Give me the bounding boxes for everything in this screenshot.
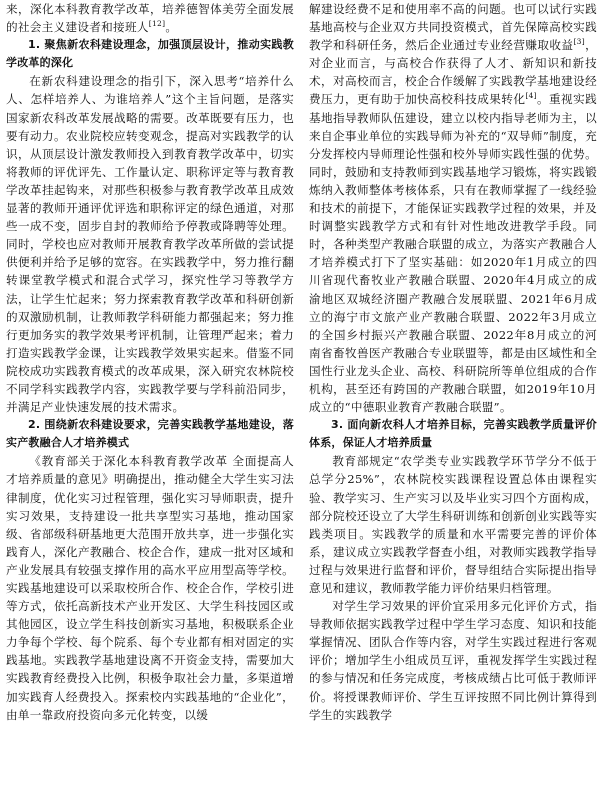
- text: 。: [165, 20, 178, 35]
- right-paragraph-2: 对学生学习效果的评价宜采用多元化评价方式，指导教师依据实践教学过程中学生学习态度、知识和技能掌握情况、团队合作等内容，对学生实践过程进行客观评价；增加学生小组成员互评，重视发挥学生实践过程的参与情况和任务完成度，考核成绩占比可低于教师评价。将授课教师评价、学生互评按照不同比例计算得到学生的实践教学: [309, 599, 597, 722]
- left-column: [6, 0, 294, 724]
- right-column: [309, 0, 597, 724]
- left-paragraph-2: 《教育部关于深化本科教育教学改革 全面提高人才培养质量的意见》明确提出，推动健全大学生实习法律制度，优化实习过程管理，强化实习导师职责，提升实习效果，支持建设一批共享型实习基地，推动国家级、省部级科研基地更大范围开放共享，进一步强化实践育人，深化产教融合、校企合作，建成一批对区域和产业发展具有较强支撑作用的高水平应用型高等学校。实践基地建设可以采取校所合作、校企合作，学校引进等方式，依托高新技术产业开发区、大学生科技园区或其他园区，设立学生科技创新实习基地，积极联系企业力争每个学校、每个院系、每个专业都有相对固定的实践基地。实践教学基地建设离不开资金支持，需要加大实践教育经费投入比例，积极争取社会力量，多渠道增加实践育人经费投入。探索校内实践基地的“企业化”，由单一靠政府投资向多元化转变，以缓: [6, 454, 294, 722]
- text: 来，深化本科教育教学改革，培养德智体美劳全面发展的社会主义建设者和接班人: [6, 2, 294, 35]
- section-heading-2: 2. 围绕新农科建设要求，完善实践教学基地建设，落实产教融合人才培养模式: [6, 418, 294, 450]
- text: 。重视实践基地指导教师队伍建设，建立以校内指导老师为主，以来自企事业单位的实践导师为补充的“双导师”制度，充分发挥校内导师理论性强和校外导师实践性强的优势。同时，鼓励和支持教师到实践基地学习锻炼，将实践锻炼纳入教师整体考核体系，只有在教师掌握了一线经验和技术的前提下，才能保证实践教学过程的效果，并及时调整实践教学方式和有针对性地改进教学手段。同时，各种类型产教融合联盟的成立，为落实产教融合人才培养模式打下了坚实基础：如2020年1月成立的四川省现代畜牧业产教融合联盟、2020年4月成立的成渝地区双城经济圈产教融合发展联盟、2021年6月成立的海宁市文旅产业产教融合联盟、2022年3月成立的全国乡村振兴产教融合联盟、2022年8月成立的河南省畜牧兽医产教融合专业联盟等，都是由区域性和全国性行业龙头企业、高校、科研院所等单位组成的合作机构，甚至还有跨国的产教融合联盟，如2019年10月成立的“中德职业教育产教融合联盟”。: [309, 92, 597, 415]
- citation: [4]: [525, 91, 537, 101]
- citation: [12]: [148, 19, 166, 29]
- citation: [3]: [573, 37, 585, 47]
- text: ，对企业而言，与高校合作获得了人才、新知识和新技术，对高校而言，校企合作缓解了实践教学基地建设经费压力，更有助于加快高校科技成果转化: [309, 38, 597, 107]
- section-heading-3: 3. 面向新农科人才培养目标，完善实践教学质量评价体系，保证人才培养质量: [309, 418, 597, 450]
- text: 解建设经费不足和使用率不高的问题。也可以试行实践基地高校与企业双方共同投资模式，首先保障高校实践教学和科研任务，然后企业通过专业经营赚取收益: [309, 2, 597, 53]
- left-paragraph-1: 在新农科建设理念的指引下，深入思考“培养什么人、怎样培养人、为谁培养人”这个主旨问题，是落实国家新农科改革发展战略的需要。改革既要有压力，也要有动力。农业院校应转变观念，提高对实践教学的认识，从顶层设计激发教师投入到教育教学改革中，切实将教师的评优评先、工作量认定、职称评定等与教育教学改革挂起钩来，对那些积极参与教育教学改革且成效显著的教师开通评优评选和职称评定的绿色通道，对那些一成不变，固步自封的教师给予停教或降聘等处理。同时，学校也应对教师开展教育教学改革所做的尝试提供便利并给予足够的宽容。在实践教学中，努力推行翻转课堂教学模式和混合式学习，探究性学习等教学方法，让学生忙起来；努力探索教育教学改革和科研创新的双激励机制，让教师教学科研能力都强起来；努力推行更加务实的教学效果考评机制，让管理严起来；着力打造实践教学金课，让实践教学效果实起来。借鉴不同院校成功实践教育模式的改革成果，深入研究农林院校不同学科实践教学内容，实践教学要与学科前沿同步，并满足产业快速发展的技术需求。: [6, 74, 294, 415]
- right-paragraph-1: 教育部规定“农学类专业实践教学环节学分不低于总学分25%”，农林院校实践课程设置总体由课程实验、教学实习、生产实习以及毕业实习四个方面构成，部分院校还设立了大学生科研训练和创新创业实践等实践类项目。实践教学的质量和水平需要完善的评价体系，建议成立实践教学督查小组，对教师实践教学指导过程与效果进行监督和评价，督导组结合实际提出指导意见和建议，教师教学能力评价结果归档管理。: [309, 454, 597, 595]
- section-heading-1: 1. 聚焦新农科建设理念，加强顶层设计，推动实践教学改革的深化: [6, 38, 294, 70]
- right-paragraph-continued: [309, 0, 597, 416]
- left-paragraph-continued: [6, 0, 294, 36]
